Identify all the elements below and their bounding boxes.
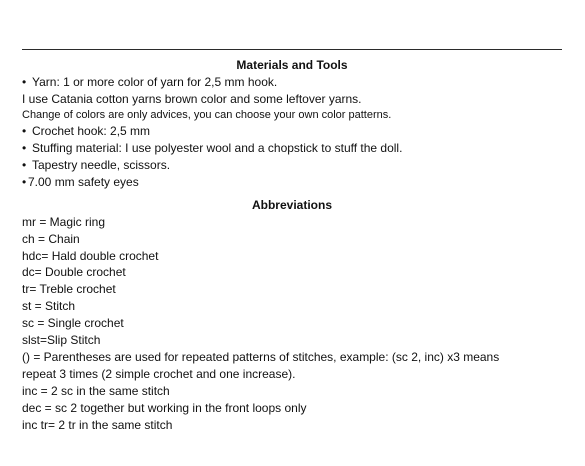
- materials-catania-note: I use Catania cotton yarns brown color and some leftover yarns.: [22, 92, 362, 106]
- abbreviation-item: slst=Slip Stitch: [22, 333, 101, 347]
- materials-yarn: • Yarn: 1 or more color of yarn for 2,5 mm hook.: [22, 75, 278, 89]
- bullet-icon: •: [22, 75, 27, 89]
- bullet-icon: •: [22, 141, 27, 155]
- section-divider: [22, 49, 562, 50]
- abbreviation-item: mr = Magic ring: [22, 215, 106, 229]
- abbreviation-item: tr= Treble crochet: [22, 282, 116, 296]
- materials-heading: Materials and Tools: [236, 58, 348, 72]
- abbreviation-item: inc = 2 sc in the same stitch: [22, 384, 170, 398]
- abbreviation-item: dc= Double crochet: [22, 265, 126, 279]
- abbreviation-item: st = Stitch: [22, 299, 76, 313]
- bullet-icon: •: [22, 124, 27, 138]
- abbreviations-heading: Abbreviations: [251, 198, 332, 212]
- abbreviation-item: repeat 3 times (2 simple crochet and one increase).: [22, 367, 296, 381]
- abbreviation-item: ch = Chain: [22, 232, 80, 246]
- materials-eyes: • 7.00 mm safety eyes: [22, 175, 139, 189]
- materials-hook: • Crochet hook: 2,5 mm: [22, 124, 151, 138]
- bullet-icon: •: [22, 158, 27, 172]
- materials-needle: • Tapestry needle, scissors.: [22, 158, 171, 172]
- abbreviation-item: () = Parentheses are used for repeated patterns of stitches, example: (sc 2, inc) x3 means: [22, 350, 500, 364]
- abbreviation-item: sc = Single crochet: [22, 316, 124, 330]
- abbreviation-item: hdc= Hald double crochet: [22, 249, 159, 263]
- materials-color-note: Change of colors are only advices, you can choose your own color patterns.: [22, 109, 392, 121]
- abbreviation-item: dec = sc 2 together but working in the front loops only: [22, 401, 307, 415]
- materials-stuffing: • Stuffing material: I use polyester wool and a chopstick to stuff the doll.: [22, 141, 403, 155]
- bullet-icon: •: [22, 175, 27, 189]
- abbreviation-item: inc tr= 2 tr in the same stitch: [22, 418, 173, 432]
